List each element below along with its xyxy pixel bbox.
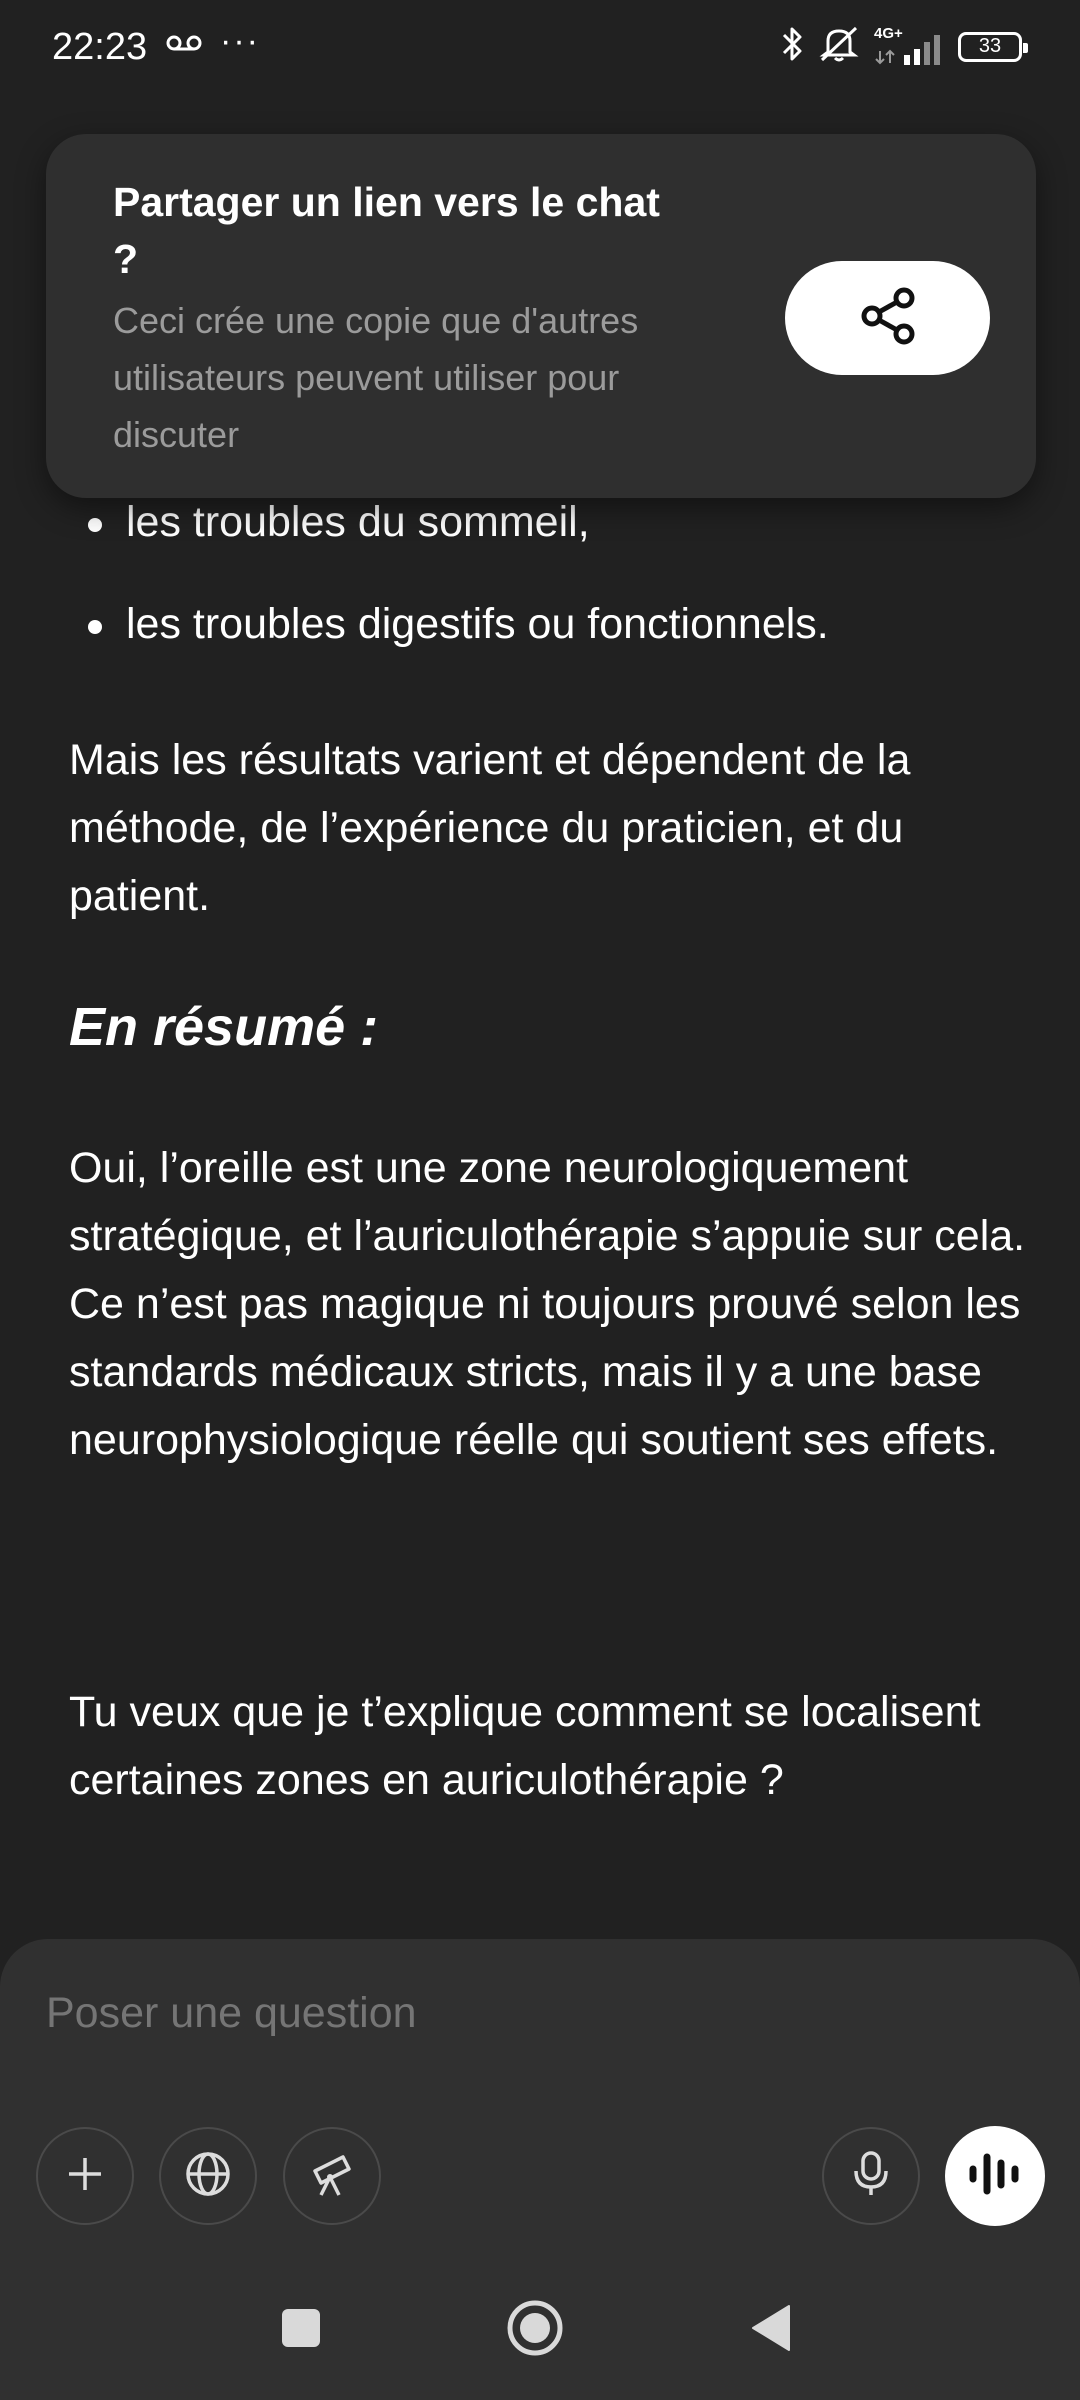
more-notifications-icon: ···: [220, 22, 260, 60]
voice-wave-icon: [967, 2151, 1023, 2202]
status-icons: [780, 24, 1022, 69]
share-button[interactable]: [785, 261, 990, 375]
voicemail-icon: [166, 34, 202, 57]
deep-research-button[interactable]: [283, 2127, 381, 2225]
list-item: [90, 594, 829, 654]
home-button[interactable]: [505, 2300, 565, 2360]
list-item: [90, 492, 590, 552]
paragraph: Mais les résultats varient et dépendent de la méthode, de l’expérience du praticien, et du patient.: [69, 736, 911, 920]
microphone-button[interactable]: [822, 2127, 920, 2225]
voice-mode-button[interactable]: [945, 2126, 1045, 2226]
plus-icon: [65, 2154, 105, 2199]
share-icon: [860, 286, 916, 351]
recents-square-icon: [281, 2308, 321, 2353]
status-time: 22:23: [52, 26, 148, 68]
question-input[interactable]: [46, 1989, 1026, 2038]
network-type: 4G+: [874, 24, 903, 42]
back-triangle-icon: [751, 2304, 791, 2357]
web-search-button[interactable]: [159, 2127, 257, 2225]
recents-button[interactable]: [271, 2300, 331, 2360]
home-circle-icon: [506, 2299, 564, 2362]
paragraph: Tu veux que je t’explique comment se localisent certaines zones en auriculothérapie ?: [69, 1688, 981, 1804]
bluetooth-icon: [780, 25, 804, 68]
signal-icon: [874, 24, 944, 67]
globe-icon: [184, 2150, 232, 2203]
add-attachment-button[interactable]: [36, 2127, 134, 2225]
bullet-text: les troubles du sommeil,: [126, 498, 590, 546]
silent-bell-icon: [818, 24, 860, 69]
paragraph: Oui, l’oreille est une zone neurologiquement stratégique, et l’auriculothérapie s’appuie sur cela. Ce n’est pas magique ni toujours prouvé selon les standards médicaux stricts, mais il y a une base neurophysiologique réelle qui soutient ses effets.: [69, 1144, 1026, 1464]
back-button[interactable]: [746, 2300, 796, 2360]
status-bar: [0, 0, 1080, 96]
summary-heading: En résumé :: [69, 997, 379, 1057]
microphone-icon: [851, 2149, 891, 2204]
bullet-text: les troubles digestifs ou fonctionnels.: [126, 600, 829, 648]
share-link-card: [46, 134, 1036, 498]
share-card-title: Partager un lien vers le chat ?: [113, 179, 660, 282]
battery-icon: 33: [958, 32, 1022, 62]
share-card-description: Ceci crée une copie que d'autres utilisateurs peuvent utiliser pour discuter: [113, 300, 639, 455]
telescope-icon: [307, 2149, 357, 2204]
